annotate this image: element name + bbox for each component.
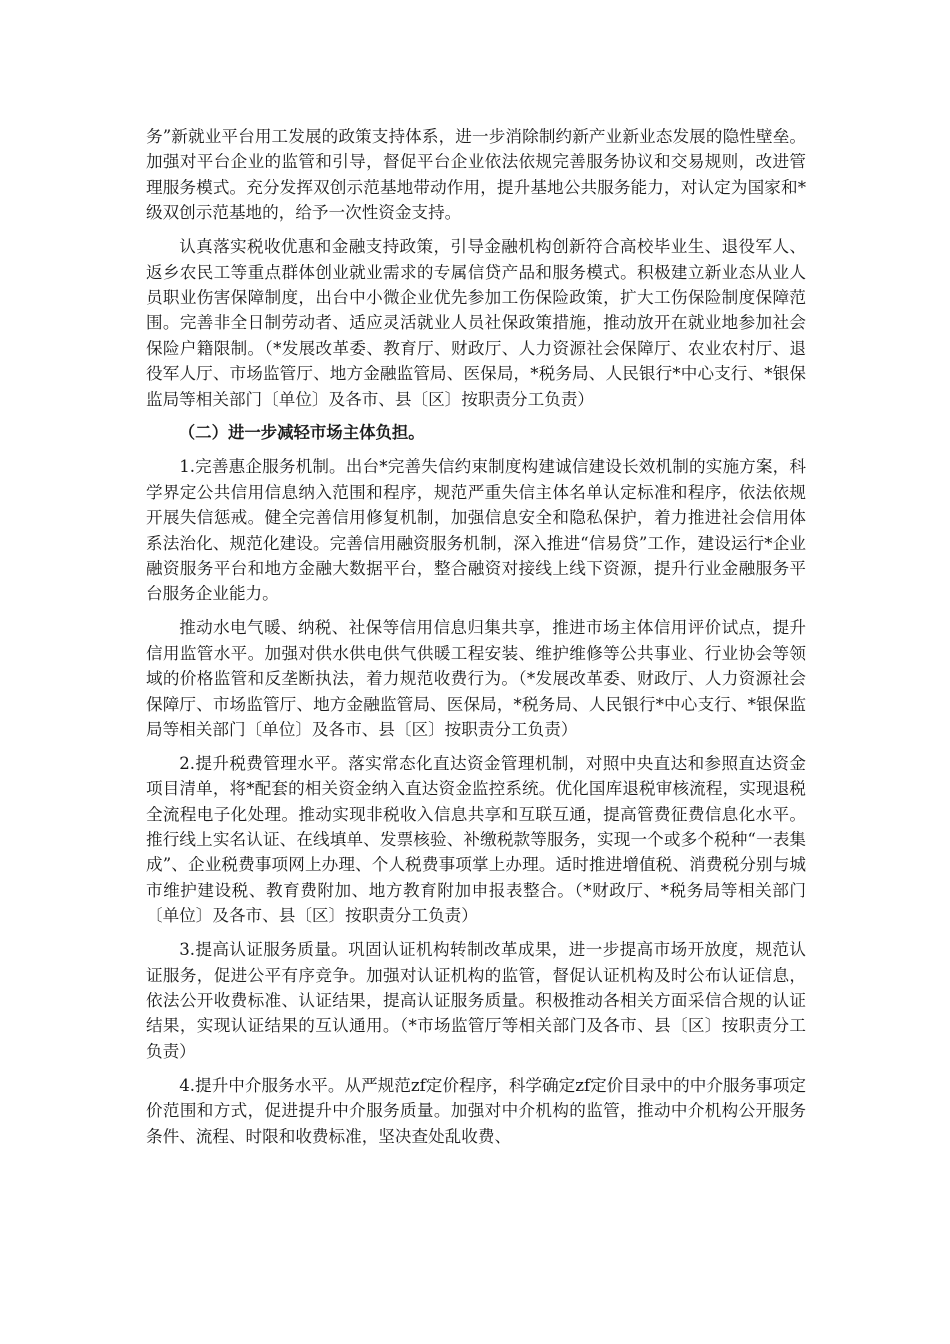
paragraph-7: 4.提升中介服务水平。从严规范zf定价程序，科学确定zf定价目录中的中介服务事项定价范围和方式，促进提升中介服务质量。加强对中介机构的监管，推动中介机构公开服务条件、流程、时限和收费标准，坚决查处乱收费、 [146, 1075, 806, 1146]
section-heading: （二）进一步减轻市场主体负担。 [178, 423, 425, 443]
paragraph-2: 认真落实税收优惠和金融支持政策，引导金融机构创新符合高校毕业生、退役军人、返乡农民工等重点群体创业就业需求的专属信贷产品和服务模式。积极建立新业态从业人员职业伤害保障制度，出台中小微企业优先参加工伤保险政策，扩大工伤保险制度保障范围。完善非全日制劳动者、适应灵活就业人员社保政策措施，推动放开在就业地参加社会保险户籍限制。（*发展改革委、教育厅、财政厅、人力资源社会保障厅、农业农村厅、退役军人厅、市场监管厅、地方金融监管局、医保局，*税务局、人民银行*中心支行、*银保监局等相关部门〔单位〕及各市、县〔区〕按职责分工负责） [146, 237, 806, 409]
paragraph-6: 3.提高认证服务质量。巩固认证机构转制改革成果，进一步提高市场开放度，规范认证服务，促进公平有序竞争。加强对认证机构的监管，督促认证机构及时公布认证信息，依法公开收费标准、认证结果，提高认证服务质量。积极推动各相关方面采信合规的认证结果，实现认证结果的互认通用。（*市场监管厅等相关部门及各市、县〔区〕按职责分工负责） [146, 940, 806, 1061]
paragraph-1: 务”新就业平台用工发展的政策支持体系，进一步消除制约新产业新业态发展的隐性壁垒。加强对平台企业的监管和引导，督促平台企业依法依规完善服务协议和交易规则，改进管理服务模式。充分发挥双创示范基地带动作用，提升基地公共服务能力，对认定为国家和*级双创示范基地的，给予一次性资金支持。 [146, 127, 806, 223]
paragraph-3: 1.完善惠企服务机制。出台*完善失信约束制度构建诚信建设长效机制的实施方案，科学界定公共信用信息纳入范围和程序，规范严重失信主体名单认定标准和程序，依法依规开展失信惩戒。健全完善信用修复机制，加强信息安全和隐私保护，着力推进社会信用体系法治化、规范化建设。完善信用融资服务机制，深入推进“信易贷”工作，建设运行*企业融资服务平台和地方金融大数据平台，整合融资对接线上线下资源，提升行业金融服务平台服务企业能力。 [146, 457, 806, 604]
paragraph-5: 2.提升税费管理水平。落实常态化直达资金管理机制，对照中央直达和参照直达资金项目清单，将*配套的相关资金纳入直达资金监控系统。优化国库退税审核流程，实现退税全流程电子化处理。推动实现非税收入信息共享和互联互通，提高管费征费信息化水平。推行线上实名认证、在线填单、发票核验、补缴税款等服务，实现一个或多个税种“一表集成”、企业税费事项网上办理、个人税费事项掌上办理。适时推进增值税、消费税分别与城市维护建设税、教育费附加、地方教育附加申报表整合。（*财政厅、*税务局等相关部门〔单位〕及各市、县〔区〕按职责分工负责） [146, 753, 806, 926]
document-page [146, 124, 806, 1157]
paragraph-4: 推动水电气暖、纳税、社保等信用信息归集共享，推进市场主体信用评价试点，提升信用监管水平。加强对供水供电供气供暖工程安装、维护维修等公共事业、行业协会等领域的价格监管和反垄断执法，着力规范收费行为。（*发展改革委、财政厅、人力资源社会保障厅、市场监管厅、地方金融监管局、医保局，*税务局、人民银行*中心支行、*银保监局等相关部门〔单位〕及各市、县〔区〕按职责分工负责） [146, 618, 806, 739]
